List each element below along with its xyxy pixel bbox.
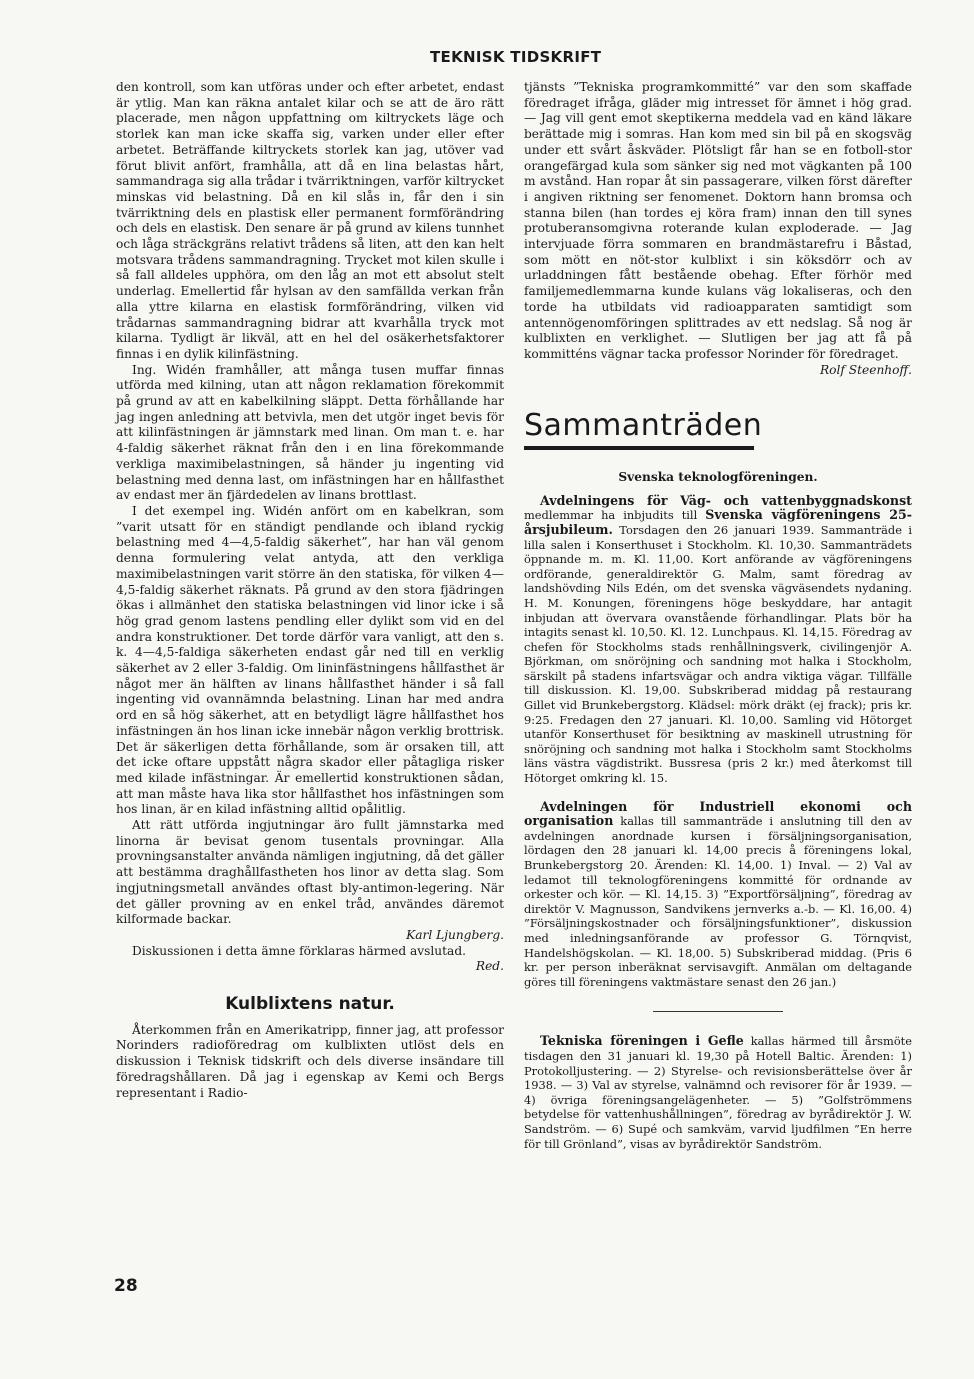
notice-lead: Tekniska föreningen i Gefle — [540, 1033, 744, 1049]
body-paragraph: I det exempel ing. Widén anfört om en kabelkran, som ”varit utsatt för en ständigt pendlande och ibland ryckig belastning med 4—4,5-faldig säkerhet”, har han väl genom denna formulering velat antyda, att den verkliga maximibelastningen varit större än den statiska, för vilken 4—4,5-faldig säkerhet räknats. På grund av den stora fjädringen ökas i allmänhet den statiska belastningen vid linor icke i så hög grad genom lastens pendling eller dylikt som vid en del andra konstruktioner. Det torde därför vara vanligt, att den s. k. 4—4,5-faldiga säkerheten endast går ned till en verklig säkerhet av 2 eller 3-faldig. Om lininfästningens hållfasthet är något mer än hälften av linans hållfasthet händer i så fall ingenting vid ovannämnda belastning. Linan har med andra ord en så hög säkerhet, att en betydligt lägre hållfasthet hos infästningen än hos linan icke innebär någon verklig brottrisk. Det är säkerligen detta förhållande, som är orsaken till, att det icke oftare uppstått några skador eller påtagliga risker med kilade infästningar. Är emellertid konstruktionen sådan, att man måste hava lika stor hållfasthet hos infästningen som hos linan, är en kilad infästning alltid opålitlig. — [116, 503, 504, 817]
closing-note: Diskussionen i detta ämne förklaras härmed avslutad. — [132, 943, 466, 958]
right-column — [524, 80, 912, 1151]
body-paragraph: den kontroll, som kan utföras under och efter arbetet, endast är ytlig. Man kan räkna antalet kilar och se att de äro rätt placerade, men någon uppfattning om kiltryckets läge och storlek kan man icke skaffa sig, varken under eller efter arbetet. Beträffande kiltryckets storlek kan jag, utöver vad förut blivit anfört, framhålla, att då en lina belastas hårt, sammandraga sig alla trådar i tvärriktningen, varför kiltrycket minskas vid belastning. Då en kil slås in, får den i sin tvärriktning dels en plastisk eller permanent formförändring och dels en elastisk. Den senare är på grund av kilens tunnhet och låga sträckgräns relativt trådens så liten, att den kan helt motsvara trådens sammandragning. Trycket mot kilen skulle i så fall alldeles upphöra, om den låg an mot ett absolut stelt underlag. Emellertid får hylsan av den samfällda verkan från alla yttre kilarna en elastisk formförändring, vilken vid trådarnas sammandragning bidrar att kvarhålla tryck mot kilarna. Tydligt är likväl, att en hel del osäkerhetsfaktorer finnas i en dylik kilinfästning. — [116, 80, 504, 361]
association-name: Svenska teknologföreningen. — [618, 470, 818, 485]
author-signature: Rolf Steenhoff. — [819, 362, 912, 377]
notice-emphasis: Svenska vägföreningens 25-årsjubileum. — [524, 507, 912, 537]
notice-text: medlemmar ha inbjudits till — [524, 508, 706, 523]
body-paragraph: Ing. Widén framhåller, att många tusen muffar finnas utförda med kilning, utan att någon reklamation förekommit på grund av att en kabelkilning släppt. Detta förhållande har jag ingen anledning att betvivla, men det utgör inget bevis för att kilinfästningen är jämnstark med linan. Om man t. e. har 4-faldig säkerhet räknat från den i en lina förekommande verkliga maximibelastningen, så händer ju ingenting vid belastning med denna last, om infästningen har en hållfasthet av endast mer än fjärdedelen av linans brottlast. — [116, 362, 504, 503]
body-paragraph: tjänsts ”Tekniska programkommitté” var den som skaffade föredraget ifråga, gläder mig intresset för ämnet i hög grad. — Jag vill gent emot skeptikerna meddela vad en känd läkare berättade mig i somras. Han kom med sin bil på en skogsväg under ett svårt åskväder. Plötsligt får han se en fotboll-stor orangefärgad kula som sänker sig ned mot vägkanten på 100 m avstånd. Han ropar åt sin passagerare, vilken först därefter i angiven riktning ser fenomenet. Doktorn hann bromsa och stanna bilen (han tordes ej köra fram) innan den till synes protuberansomgivna roterande kulan exploderade. — Jag intervjuade förra sommaren en brandmästarefru i Båstad, som mött en nöt-stor kulblixt i sin köksdörr och av urladdningen fått bestående obehag. Efter förhör med familjemedlemmarna kunde kulans väg lokaliseras, och den torde ha utbildats vid radioapparaten samtidigt som antennögenomföringen splittrades av ett nedslag. Så nog är kulblixten en verklighet. — Slutligen ber jag att få på kommitténs vägnar tacka professor Norinder för föredraget. — [524, 80, 912, 361]
body-paragraph: Återkommen från en Amerikatripp, finner jag, att professor Norinders radioföredrag om kulblixten utlöst dels en diskussion i Teknisk tidskrift och dels diverse insändare till föredragshållaren. Då jag i egenskap av Kemi och Bergs representant i Radio- — [116, 1022, 504, 1100]
notice-text: Torsdagen den 26 januari 1939. Sammanträde i lilla salen i Konserthuset i Stockholm. Kl. 10,30. Sammanträdets öppnande m. m. Kl. 11,00. Kort anförande av vägföreningens ordförande, generaldirektör G. Malm, samt föredrag av landshövding Nils Edén, om det svenska vägväsendets nydaning. H. M. Konungen, föreningens höge beskyddare, har antagit inbjudan att övervara ovanstående förhandlingar. Plats bör ha intagits senast kl. 10,50. Kl. 12. Lunchpaus. Kl. 14,15. Föredrag av chefen för Stockholms stads renhållningsverk, civilingenjör A. Björkman, om snöröjning och sandning mot halka i Stockholm, särskilt på stadens infartsvägar och andra viktiga vägar. Tillfälle till diskussion. Kl. 19,00. Subskriberad middag på restaurang Gillet vid Brunkebergstorg. Klädsel: mörk dräkt (ej frack); pris kr. 9:25. Fredagen den 27 januari. Kl. 10,00. Samling vid Hötorget utanför Konserthuset för besiktning av maskinell utrustning för snöröjning och sandning mot halka i Stockholm samt Stockholms läns västra vägdistrikt. Bussresa (pris 2 kr.) med återkomst till Hötorget omkring kl. 15. — [524, 522, 912, 786]
left-column — [116, 80, 504, 1101]
meeting-notice — [524, 494, 912, 786]
editor-signature: Red. — [475, 959, 504, 974]
notice-lead: Avdelningens för Väg- och vattenbyggnadskonst — [540, 492, 912, 508]
author-signature: Karl Ljungberg. — [406, 927, 504, 942]
divider — [653, 1011, 783, 1012]
notice-text: kallas härmed till årsmöte tisdagen den 31 januari kl. 19,30 på Hotell Baltic. Ärenden: 1) Protokolljustering. — 2) Styrelse- och revisionsberättelse över år 1938. — 3) Val av styrelse, valnämnd och revisorer för år 1939. — 4) övriga föreningsangelägenheter. — 5) ”Golfströmmens betydelse för vattenhushållningen”, föredrag av byrådirektör J. W. Sandström. — 6) Supé och samkväm, varvid ljudfilmen ”En herre för till Grönland”, visas av byrådirektör Sandström. — [524, 1034, 912, 1151]
body-paragraph: Att rätt utförda ingjutningar äro fullt jämnstarka med linorna är bevisat genom tusentals provningar. Alla provningsanstalter använda nämligen ingjutning, då det gäller att bestämma draghållfastheten hos linor av detta slag. Som ingjutningsmetall användes oftast bly-antimon-legering. När det gäller provning av en enkel tråd, användes däremot kilformade backar. — [116, 818, 504, 927]
notice-text: kallas till sammanträde i anslutning till den av avdelningen anordnade kursen i försäljningsorganisation, lördagen den 28 januari kl. 14,00 precis å föreningens lokal, Brunkebergstorg 20. Ärenden: Kl. 14,00. 1) Inval. — 2) Val av ledamot till teknologföreningens kommitté för ordnande av orkester och kör. — Kl. 14,15. 3) ”Exportförsäljning”, föredrag av direktör V. Magnusson, Sandvikens jernverks a.-b. — Kl. 16,00. 4) ”Försäljningskostnader och försäljningsfunktioner”, diskussion med inledningsanförande av professor G. Törnqvist, Handelshögskolan. — Kl. 18,00. 5) Subskriberad middag. (Pris 6 kr. per person inberäknat servisavgift. Anmälan om deltagande göres till föreningens vaktmästare senast den 26 jan.) — [524, 814, 912, 989]
notice-lead: Avdelningen för Industriell ekonomi och organisation — [524, 798, 912, 829]
journal-title: TEKNISK TIDSKRIFT — [430, 48, 602, 66]
section-subheading: Kulblixtens natur. — [225, 994, 395, 1015]
meeting-notice — [524, 800, 912, 990]
meeting-notice — [524, 1034, 912, 1151]
section-heading: Sammanträden — [524, 418, 754, 450]
page-number: 28 — [114, 1276, 138, 1296]
